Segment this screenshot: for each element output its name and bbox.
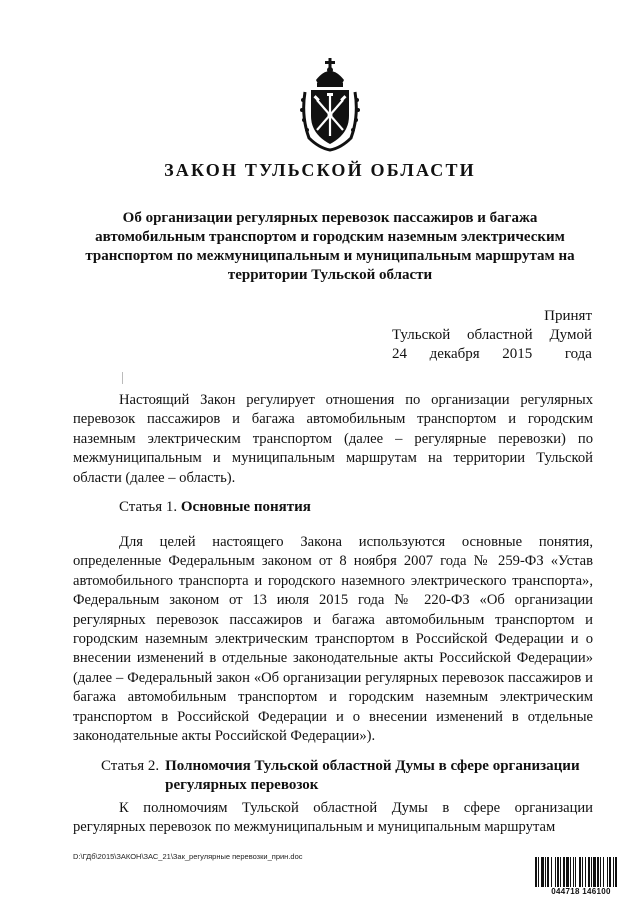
adopted-word: Думой (549, 327, 592, 343)
barcode-bar (588, 857, 590, 887)
article-1-text: Для целей настоящего Закона используются основные понятия, определенные Федеральным законом от 8 ноября 2007 года № 259-ФЗ «Устав автомобильного транспорта и городского наземного электрического транспорта», Федеральным законом от 13 июля 2015 года № 220-ФЗ «Об организации регулярных перевозок пассажиров и багажа автомобильным транспортом и городским наземным электрическим транспортом в Российской Федерации и о внесении изменений в отдельные законодательные акты Российской Федерации» (далее – Федеральный закон «Об организации регулярных перевозок пассажиров и багажа автомобильным транспортом и городским наземным электрическим транспортом в Российской Федерации и о внесении изменений в отдельные законодательные акты Российской Федерации»). (73, 534, 593, 745)
barcode-bar (600, 857, 601, 887)
scan-mark (122, 372, 123, 384)
article-2-heading (101, 757, 601, 795)
barcode-bar (538, 857, 539, 887)
date-suffix: года (564, 346, 592, 362)
barcode-bar (547, 857, 549, 887)
barcode-bar (566, 857, 569, 887)
barcode-bar (557, 857, 559, 887)
barcode-bar (541, 857, 544, 887)
article-number: Статья 2. (101, 758, 160, 774)
barcode-bar (560, 857, 561, 887)
barcode-bar (570, 857, 571, 887)
adopted-by (392, 326, 592, 345)
subject-line: территории Тульской области (227, 267, 433, 283)
barcode-bar (575, 857, 576, 887)
law-subject (70, 209, 590, 285)
date-day: 24 (392, 346, 407, 362)
subject-line: автомобильным транспортом и городским наземным электрическим (95, 229, 565, 245)
file-path-footer: D:\ГДб\2015\ЗАКОН\ЗАС_21\Зак_регулярные перевозки_прин.doc (73, 852, 303, 861)
article-number: Статья 1. (119, 499, 178, 515)
barcode-bar (582, 857, 583, 887)
barcode-bar (609, 857, 611, 887)
subject-line: транспортом по межмуниципальным и муниципальным маршрутам на (85, 248, 575, 264)
adoption-block (392, 307, 592, 364)
intro-paragraph: Настоящий Закон регулирует отношения по организации регулярных перевозок пассажиров и багажа автомобильным транспортом и городским наземным электрическим транспортом (далее – регулярные перевозки) по межмуниципальным и муниципальным маршрутам на территории Тульской области (далее – область). (73, 392, 593, 486)
barcode-number: 044718 146100 (534, 887, 628, 896)
barcode-bar (597, 857, 599, 887)
article-1-heading (119, 498, 311, 517)
barcode-bar (545, 857, 546, 887)
barcode-bar (585, 857, 586, 887)
barcode-bar (535, 857, 537, 887)
date-year: 2015 (502, 346, 533, 362)
date-month: декабря (429, 346, 480, 362)
adopted-date (392, 345, 592, 364)
barcode-bar (591, 857, 592, 887)
coat-of-arms-emblem (299, 56, 361, 152)
adopted-word: областной (467, 327, 533, 343)
barcode-bar (613, 857, 614, 887)
article-title-line: Полномочия Тульской областной Думы в сфере организации (165, 758, 580, 774)
barcode-bar (551, 857, 552, 887)
barcode-bar (555, 857, 556, 887)
article-title-line: регулярных перевозок (165, 777, 319, 793)
barcode-bar (607, 857, 608, 887)
barcode-bar (603, 857, 604, 887)
subject-line: Об организации регулярных перевозок пассажиров и багажа (122, 210, 538, 226)
barcode-bar (579, 857, 581, 887)
barcode-bar (593, 857, 596, 887)
article-title (165, 757, 579, 795)
law-title: ЗАКОН ТУЛЬСКОЙ ОБЛАСТИ (164, 160, 476, 180)
adopted-word: Тульской (392, 327, 451, 343)
barcode-bar (573, 857, 574, 887)
adopted-label: Принят (544, 308, 592, 324)
barcode-bar (563, 857, 565, 887)
barcode-bar (615, 857, 617, 887)
article-2-text: К полномочиям Тульской областной Думы в сфере организации регулярных перевозок по межмуниципальным и муниципальным маршрутам (73, 800, 593, 836)
article-title: Основные понятия (180, 499, 311, 515)
